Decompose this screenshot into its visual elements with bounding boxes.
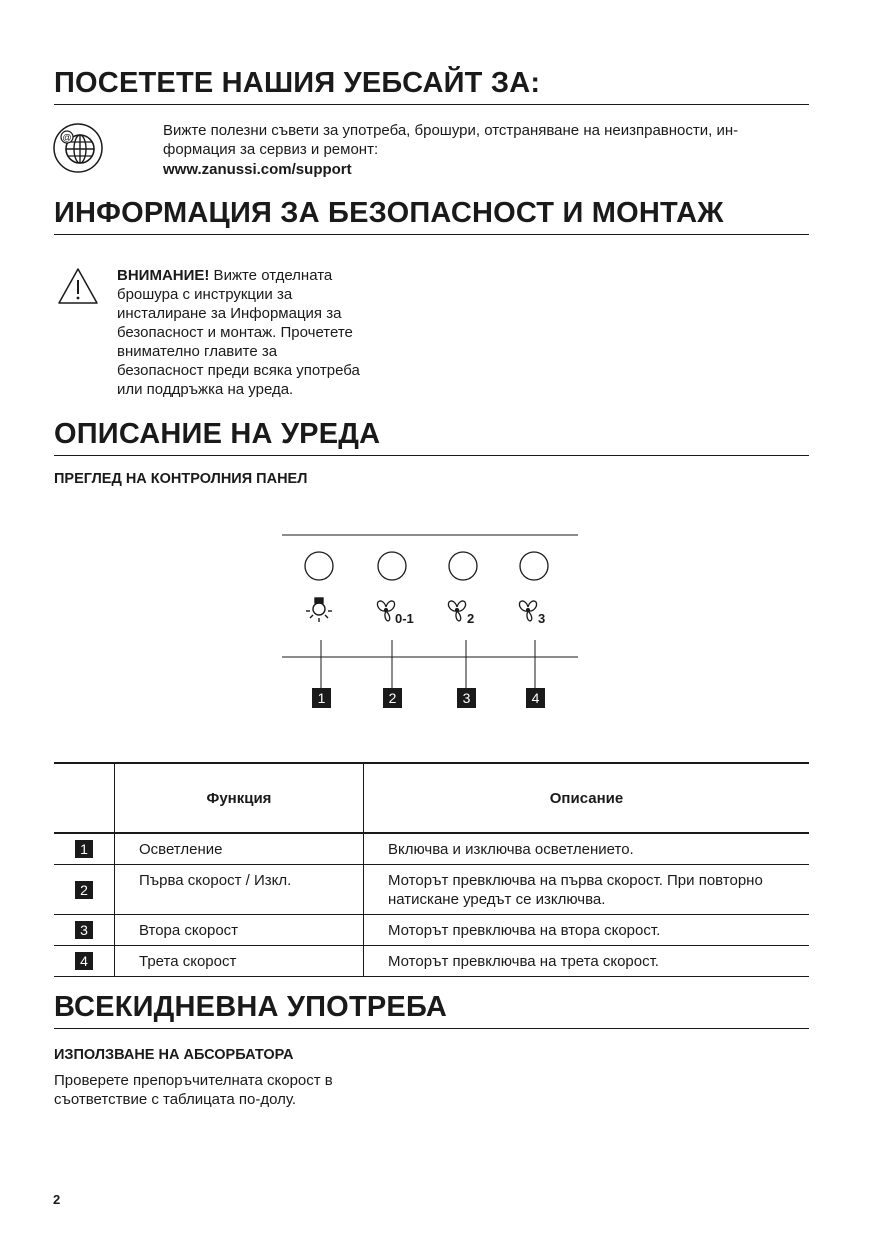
button-1-light [305, 552, 333, 580]
globe-icon [52, 122, 104, 174]
row-function: Осветление [115, 833, 364, 865]
safety-line-6: или поддръжка на уреда. [117, 381, 294, 398]
table-row [54, 865, 809, 915]
safety-line-3: безопасност и монтаж. Прочетете [117, 324, 353, 341]
button-4-speed-3 [520, 552, 548, 580]
row-description [364, 946, 810, 977]
row-number-badge: 2 [75, 881, 93, 899]
safety-text: Вижте отделната [209, 267, 333, 284]
table-header-description: Описание [549, 789, 624, 807]
svg-text:@: @ [62, 132, 72, 143]
website-text-line1: Вижте полезни съвети за употреба, брошури, отстраняване на неизправности, ин- [163, 122, 739, 139]
warning-label: ВНИМАНИЕ! [117, 267, 210, 284]
safety-line-2: инсталиране за Информация за [117, 305, 342, 322]
table-row [54, 915, 809, 946]
control-panel-diagram [282, 532, 580, 712]
safety-heading: ИНФОРМАЦИЯ ЗА БЕЗОПАСНОСТ И МОНТАЖ [54, 196, 809, 235]
function-table [54, 762, 809, 977]
fan-icon-2 [448, 601, 465, 621]
table-header-num [54, 763, 115, 833]
table-header-row [54, 763, 809, 833]
row-description [364, 915, 810, 946]
daily-use-line-0: Проверете препоръчителната скорост в [54, 1072, 333, 1089]
control-panel-subheading: ПРЕГЛЕД НА КОНТРОЛНИЯ ПАНЕЛ [54, 471, 308, 487]
row-description [364, 865, 810, 915]
fan-label-2: 2 [467, 611, 475, 626]
safety-line-4: внимателно главите за [117, 343, 278, 360]
row-function: Трета скорост [115, 946, 364, 977]
table-row [54, 833, 809, 865]
safety-line-1: брошура с инструкции за [117, 286, 293, 303]
safety-line-5: безопасност преди всяка употреба [117, 362, 360, 379]
row-number-cell [54, 865, 115, 915]
row-description-line: Включва и изключва осветлението. [388, 841, 634, 858]
row-number-badge: 1 [75, 840, 93, 858]
row-number-cell [54, 946, 115, 977]
panel-number-2: 2 [388, 690, 397, 706]
panel-number-1: 1 [317, 690, 326, 706]
daily-use-heading: ВСЕКИДНЕВНА УПОТРЕБА [54, 990, 809, 1029]
warning-icon [56, 266, 100, 306]
hood-use-subheading: ИЗПОЛЗВАНЕ НА АБСОРБАТОРА [54, 1047, 294, 1063]
button-2-speed-0-1 [378, 552, 406, 580]
fan-label-3: 3 [538, 611, 546, 626]
row-function: Втора скорост [115, 915, 364, 946]
row-number-badge: 3 [75, 921, 93, 939]
row-number-badge: 4 [75, 952, 93, 970]
row-description-line: Моторът превключва на първа скорост. При повторно [388, 872, 763, 889]
panel-number-4: 4 [531, 690, 540, 706]
page-number: 2 [53, 1192, 61, 1207]
row-number-cell [54, 915, 115, 946]
button-3-speed-2 [449, 552, 477, 580]
row-function: Първа скорост / Изкл. [115, 865, 364, 915]
table-header-function: Функция [115, 763, 364, 833]
row-number-cell [54, 833, 115, 865]
website-heading: ПОСЕТЕТЕ НАШИЯ УЕБСАЙТ ЗА: [54, 66, 809, 105]
support-link[interactable]: www.zanussi.com/support [163, 161, 352, 178]
row-description [364, 833, 810, 865]
row-description-line: Моторът превключва на втора скорост. [388, 922, 661, 939]
light-icon [306, 598, 332, 622]
panel-number-3: 3 [462, 690, 471, 706]
daily-use-line-1: съответствие с таблицата по-долу. [54, 1091, 297, 1108]
fan-icon-0-1 [377, 601, 394, 621]
fan-label-0-1: 0-1 [395, 611, 414, 626]
safety-line-0 [117, 266, 332, 285]
website-text-line2: формация за сервиз и ремонт: [163, 141, 379, 158]
row-description-line: Моторът превключва на трета скорост. [388, 953, 659, 970]
row-description-line: натискане уредът се изключва. [388, 891, 606, 908]
table-row [54, 946, 809, 977]
description-heading: ОПИСАНИЕ НА УРЕДА [54, 417, 809, 456]
fan-icon-3 [519, 601, 536, 621]
